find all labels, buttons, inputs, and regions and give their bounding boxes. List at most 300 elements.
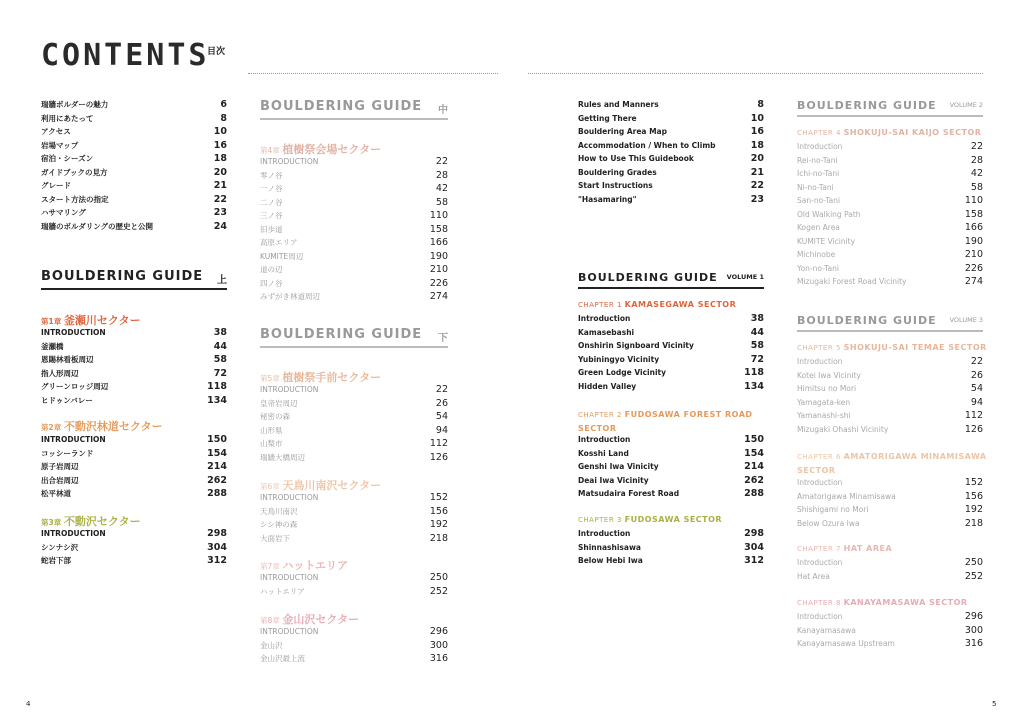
toc-entry: [260, 492, 448, 503]
toc-entry: [578, 381, 764, 392]
toc-entry-page: 58: [435, 196, 448, 208]
toc-entry-page: 21: [750, 166, 764, 178]
toc-entry-page: 300: [964, 624, 983, 636]
toc-entry: [260, 452, 448, 463]
toc-entry: [578, 528, 764, 539]
toc-entry-title: Mizugaki Ohashi Vicinity: [797, 424, 889, 434]
chapter-7-title: 第7章 ハットエリア: [260, 559, 348, 572]
toc-entry: [260, 398, 448, 409]
toc-entry-title: Green Lodge Vicinity: [578, 368, 666, 377]
toc-entry-page: 23: [213, 207, 227, 218]
toc-entry-page: 250: [964, 557, 983, 568]
toc-entry: [797, 638, 983, 649]
vol3-chapter-8-title: CHAPTER 8 KANAYAMASAWA SECTOR: [797, 598, 968, 607]
vol3-chapter-7-title: CHAPTER 7 HAT AREA: [797, 544, 893, 553]
toc-entry: [41, 207, 227, 218]
toc-entry: [797, 424, 983, 435]
toc-entry-title: ヒドゥンバレー: [41, 395, 93, 405]
toc-entry: [578, 180, 764, 191]
toc-entry-title: 山梨市: [260, 439, 283, 448]
toc-entry: [41, 354, 227, 365]
toc-entry: [797, 249, 983, 260]
toc-entry: [797, 383, 983, 394]
toc-entry-page: 26: [970, 369, 983, 381]
toc-entry-title: 三ノ谷: [260, 211, 283, 220]
toc-entry-page: 304: [744, 541, 764, 553]
toc-entry-page: 16: [213, 139, 227, 151]
toc-entry-title: 皇帝岩周辺: [260, 398, 298, 408]
toc-entry: [41, 341, 227, 352]
toc-entry-page: 190: [964, 235, 983, 247]
toc-entry-page: 6: [220, 99, 227, 110]
toc-entry: [578, 167, 764, 178]
toc-entry-page: 26: [435, 397, 448, 409]
toc-entry: [41, 395, 227, 406]
toc-entry-page: 262: [207, 474, 227, 486]
toc-entry-title: Shishigami no Mori: [797, 505, 869, 514]
toc-entry-page: 192: [429, 519, 448, 530]
toc-entry: [260, 586, 448, 597]
toc-entry: [797, 571, 983, 582]
toc-entry-page: 252: [429, 585, 448, 597]
toc-entry-title: 山形県: [260, 425, 283, 435]
toc-entry: [578, 354, 764, 365]
toc-entry: [260, 264, 448, 275]
toc-entry-page: 158: [964, 208, 983, 220]
toc-entry-page: 252: [964, 570, 983, 582]
toc-entry-title: 恩賜林看板周辺: [41, 355, 94, 364]
toc-entry-title: 指人形周辺: [41, 368, 79, 378]
toc-entry: [578, 475, 764, 486]
toc-entry: [41, 167, 227, 178]
toc-entry-page: 316: [964, 638, 983, 649]
toc-entry-title: 宿泊・シーズン: [41, 154, 94, 163]
toc-entry: [260, 237, 448, 248]
chapter-8-title: 第8章 金山沢セクター: [260, 613, 360, 626]
toc-entry: [797, 518, 983, 529]
toc-entry: [578, 448, 764, 459]
toc-entry: [578, 113, 764, 124]
toc-entry-title: INTRODUCTION: [260, 157, 319, 166]
toc-entry-page: 8: [757, 99, 764, 110]
toc-entry-title: 秘密の森: [260, 412, 290, 421]
toc-entry-title: 高原エリア: [260, 238, 298, 247]
toc-entry-page: 42: [970, 168, 983, 179]
toc-entry-title: KUMITE Vicinity: [797, 236, 856, 246]
toc-entry-page: 154: [207, 447, 227, 459]
toc-entry: [797, 410, 983, 421]
toc-entry: [41, 153, 227, 164]
toc-entry-title: Introduction: [797, 357, 843, 366]
toc-entry-title: INTRODUCTION: [41, 529, 106, 538]
toc-entry-title: 旧歩道: [260, 224, 283, 234]
chapter-5-title: 第5章 植樹祭手前セクター: [260, 371, 382, 384]
toc-entry-title: アクセス: [41, 127, 71, 136]
toc-entry: [578, 367, 764, 378]
toc-entry: [578, 126, 764, 137]
toc-entry: [260, 210, 448, 221]
toc-entry-title: シシ神の森: [260, 520, 298, 529]
toc-entry: [260, 626, 448, 637]
header-rule-left: [248, 73, 498, 74]
toc-entry-page: 152: [964, 477, 983, 488]
toc-entry-title: 蛇岩下部: [41, 556, 71, 565]
toc-entry-title: Amatorigawa Minamisawa: [797, 491, 896, 501]
toc-entry-page: 134: [207, 394, 227, 406]
toc-entry-page: 118: [744, 367, 764, 378]
toc-entry-title: Below Ozura Iwa: [797, 518, 860, 528]
toc-entry-title: Introduction: [797, 478, 843, 487]
toc-entry-page: 58: [750, 340, 764, 351]
chapter-2-title: 第2章 不動沢林道セクター: [41, 420, 163, 433]
toc-entry-page: 274: [429, 291, 448, 302]
toc-entry-page: 312: [207, 555, 227, 566]
toc-entry-page: 58: [970, 181, 983, 193]
toc-entry-page: 44: [213, 340, 227, 352]
toc-entry: [797, 209, 983, 220]
toc-entry-page: 110: [429, 210, 448, 221]
toc-entry: [797, 356, 983, 367]
page-number-right: 5: [992, 700, 997, 708]
toc-entry: [260, 291, 448, 302]
toc-entry: [797, 397, 983, 408]
toc-entry: [797, 477, 983, 488]
toc-entry-page: 210: [429, 264, 448, 275]
vol3-chapter-5-title: CHAPTER 5 SHOKUJU-SAI TEMAE SECTOR: [797, 343, 987, 352]
toc-entry-title: Shinnashisawa: [578, 542, 641, 552]
toc-entry-title: Yubiningyo Vicinity: [578, 354, 660, 364]
toc-entry-title: Introduction: [578, 314, 631, 323]
toc-entry-title: Introduction: [797, 558, 843, 567]
chapter-1-title: 第1章 釜瀬川セクター: [41, 314, 141, 327]
toc-entry-page: 192: [964, 504, 983, 515]
toc-entry: [260, 224, 448, 235]
toc-entry-title: INTRODUCTION: [260, 385, 319, 394]
toc-entry: [41, 555, 227, 566]
toc-entry-title: Introduction: [578, 435, 631, 444]
toc-entry-title: 道の辺: [260, 265, 283, 274]
toc-entry-title: 二ノ谷: [260, 197, 283, 207]
toc-entry: [260, 156, 448, 167]
vol2-chapter-4-title: CHAPTER 4 SHOKUJU-SAI KAIJO SECTOR: [797, 128, 982, 137]
toc-entry-title: San-no-Tani: [797, 196, 841, 205]
toc-entry-title: Kanayamasawa Upstream: [797, 639, 895, 648]
toc-entry-page: 10: [213, 126, 227, 137]
toc-entry: [578, 542, 764, 553]
vol2-heading: BOULDERING GUIDE VOLUME 2: [797, 99, 983, 117]
toc-entry: [260, 384, 448, 395]
toc-entry-title: 一ノ谷: [260, 184, 283, 193]
toc-entry-title: Getting There: [578, 113, 637, 123]
toc-entry-title: INTRODUCTION: [260, 627, 319, 636]
toc-entry-page: 58: [213, 354, 227, 365]
toc-entry-page: 20: [750, 153, 764, 164]
toc-entry: [41, 140, 227, 151]
toc-entry-page: 54: [435, 411, 448, 422]
toc-entry: [578, 555, 764, 566]
toc-entry-page: 154: [744, 447, 764, 459]
guide-naka-heading: BOULDERING GUIDE 中: [260, 99, 448, 120]
toc-entry: [41, 448, 227, 459]
toc-entry: [41, 180, 227, 191]
toc-entry-page: 296: [964, 611, 983, 622]
toc-entry-page: 152: [429, 492, 448, 503]
toc-entry-title: 金山沢: [260, 640, 283, 650]
page-number-left: 4: [26, 700, 31, 708]
toc-entry-title: Below Hebi Iwa: [578, 556, 643, 565]
vol3-heading: BOULDERING GUIDE VOLUME 3: [797, 314, 983, 332]
toc-entry-page: 22: [970, 356, 983, 367]
toc-entry: [797, 370, 983, 381]
toc-entry: [578, 488, 764, 499]
toc-entry: [41, 126, 227, 137]
toc-entry-page: 166: [964, 222, 983, 233]
toc-entry: [41, 368, 227, 379]
toc-entry: [260, 438, 448, 449]
toc-entry: [797, 276, 983, 287]
toc-entry: [41, 542, 227, 553]
chapter-3-title: 第3章 不動沢セクター: [41, 515, 141, 528]
toc-entry-page: 214: [744, 461, 764, 472]
toc-entry-page: 304: [207, 541, 227, 553]
toc-entry-page: 156: [964, 490, 983, 502]
toc-entry-title: Matsudaira Forest Road: [578, 489, 680, 498]
toc-entry-title: コッシーランド: [41, 448, 94, 458]
toc-entry: [578, 461, 764, 472]
toc-entry-page: 10: [750, 112, 764, 124]
vol1-heading: BOULDERING GUIDE VOLUME 1: [578, 271, 764, 289]
toc-entry-page: 316: [429, 653, 448, 664]
header-rule-right: [528, 73, 983, 74]
vol3-chapter-6-title: CHAPTER 6 AMATORIGAWA MINAMISAWA SECTOR: [797, 452, 987, 475]
vol1-chapter-1-title: CHAPTER 1 KAMASEGAWA SECTOR: [578, 300, 737, 309]
toc-entry-title: Kogen Area: [797, 223, 840, 232]
toc-entry-title: Accommodation / When to Climb: [578, 140, 716, 150]
toc-entry-title: 利用にあたって: [41, 113, 94, 123]
toc-entry-title: INTRODUCTION: [41, 328, 106, 337]
toc-entry: [260, 197, 448, 208]
toc-entry-title: How to Use This Guidebook: [578, 154, 694, 163]
toc-entry-page: 226: [429, 277, 448, 289]
toc-entry: [41, 528, 227, 539]
toc-entry-page: 38: [750, 313, 764, 324]
toc-entry-title: Kamasebashi: [578, 327, 635, 337]
toc-entry-page: 94: [970, 396, 983, 408]
toc-entry-title: ハサマリング: [41, 208, 86, 217]
toc-entry-title: 松平林道: [41, 489, 71, 498]
toc-entry-page: 22: [435, 156, 448, 167]
toc-entry: [578, 194, 764, 205]
toc-entry: [797, 625, 983, 636]
toc-entry: [260, 425, 448, 436]
guide-ge-heading: BOULDERING GUIDE 下: [260, 327, 448, 348]
toc-entry-page: 20: [213, 166, 227, 178]
toc-entry: [260, 170, 448, 181]
chapter-6-title: 第6章 天鳥川南沢セクター: [260, 479, 382, 492]
toc-entry: [260, 183, 448, 194]
toc-entry: [260, 640, 448, 651]
toc-entry-title: KUMITE周辺: [260, 251, 304, 261]
toc-entry-title: スタート方法の指定: [41, 194, 109, 204]
toc-entry: [797, 155, 983, 166]
toc-entry-page: 23: [750, 193, 764, 205]
toc-entry: [41, 99, 227, 110]
toc-entry-page: 24: [213, 220, 227, 232]
toc-entry-title: Mizugaki Forest Road Vicinity: [797, 277, 907, 286]
toc-entry: [797, 222, 983, 233]
toc-entry-page: 312: [744, 555, 764, 566]
toc-entry-page: 158: [429, 223, 448, 235]
toc-entry-title: 岩場マップ: [41, 140, 79, 150]
toc-entry-page: 18: [213, 153, 227, 164]
toc-entry-title: Himitsu no Mori: [797, 384, 857, 393]
toc-entry-title: Kosshi Land: [578, 448, 629, 458]
toc-entry-page: 126: [964, 423, 983, 435]
toc-entry-title: ハットエリア: [260, 586, 305, 596]
toc-entry-title: Rei-no-Tani: [797, 155, 838, 165]
toc-entry-page: 72: [213, 367, 227, 379]
toc-entry-title: 出合岩周辺: [41, 475, 79, 485]
toc-entry-page: 22: [750, 180, 764, 191]
toc-entry-page: 22: [970, 141, 983, 152]
toc-entry-page: 110: [964, 195, 983, 206]
toc-entry-page: 150: [744, 434, 764, 445]
toc-entry-page: 288: [744, 488, 764, 499]
toc-entry-page: 298: [744, 528, 764, 539]
toc-entry-page: 38: [213, 327, 227, 338]
toc-entry-page: 214: [207, 461, 227, 472]
toc-entry-title: 瑞牆のボルダリングの歴史と公開: [41, 221, 154, 231]
toc-entry-page: 44: [750, 326, 764, 338]
toc-entry: [41, 194, 227, 205]
toc-entry: [797, 491, 983, 502]
toc-entry-page: 250: [429, 572, 448, 583]
toc-entry-title: 天鳥川南沢: [260, 506, 298, 516]
toc-entry-page: 72: [750, 353, 764, 365]
toc-entry-title: Introduction: [578, 529, 631, 538]
toc-entry-title: 零ノ谷: [260, 170, 283, 180]
toc-entry-title: Yamanashi-shi: [797, 411, 851, 420]
toc-entry-page: 94: [435, 424, 448, 436]
toc-entry-title: Introduction: [797, 612, 843, 621]
page-title: CONTENTS: [41, 38, 210, 73]
toc-entry-page: 112: [429, 438, 448, 449]
toc-entry: [41, 381, 227, 392]
toc-entry-title: 原子岩周辺: [41, 462, 79, 471]
vol1-chapter-3-title: CHAPTER 3 FUDOSAWA SECTOR: [578, 515, 723, 524]
toc-entry-title: Deai Iwa Vicinity: [578, 475, 649, 485]
toc-entry: [578, 153, 764, 164]
toc-entry: [578, 313, 764, 324]
toc-entry-page: 300: [429, 639, 448, 651]
toc-entry-page: 156: [429, 505, 448, 517]
toc-entry-page: 118: [207, 381, 227, 392]
toc-entry: [578, 327, 764, 338]
toc-entry-page: 296: [429, 626, 448, 637]
toc-entry-page: 8: [220, 112, 227, 124]
toc-entry: [797, 504, 983, 515]
toc-entry-title: Michinobe: [797, 250, 836, 259]
toc-entry-page: 218: [429, 532, 448, 544]
toc-entry: [797, 168, 983, 179]
guide-jou-heading: BOULDERING GUIDE 上: [41, 269, 227, 290]
toc-entry-page: 298: [207, 528, 227, 539]
toc-entry-page: 22: [213, 193, 227, 205]
toc-entry-title: グリーンロッジ周辺: [41, 382, 109, 391]
toc-entry: [41, 221, 227, 232]
toc-entry-title: Kanayamasawa: [797, 625, 856, 635]
toc-entry-title: Yamagata-ken: [797, 397, 851, 407]
toc-entry-page: 226: [964, 262, 983, 274]
toc-entry: [41, 475, 227, 486]
toc-entry-page: 166: [429, 237, 448, 248]
toc-entry-title: Bouldering Area Map: [578, 127, 667, 136]
toc-entry-title: Kotei Iwa Vicinity: [797, 370, 861, 380]
toc-entry-title: 金山沢最上流: [260, 654, 305, 663]
toc-entry-page: 28: [435, 169, 448, 181]
toc-entry-title: Hidden Valley: [578, 381, 637, 391]
toc-entry-page: 126: [429, 451, 448, 463]
toc-entry-title: 大面岩下: [260, 533, 290, 543]
toc-entry-page: 134: [744, 380, 764, 392]
toc-entry: [797, 263, 983, 274]
toc-entry-page: 210: [964, 249, 983, 260]
toc-entry-page: 42: [435, 183, 448, 194]
toc-entry: [797, 557, 983, 568]
toc-entry-title: Ichi-no-Tani: [797, 169, 840, 178]
toc-entry: [797, 141, 983, 152]
toc-entry-page: 288: [207, 488, 227, 499]
toc-entry-title: Genshi Iwa Vinicity: [578, 462, 659, 471]
toc-entry-title: Yon-no-Tani: [797, 263, 839, 273]
toc-entry: [41, 113, 227, 124]
toc-entry-page: 16: [750, 126, 764, 137]
toc-entry-title: Rules and Manners: [578, 100, 659, 109]
toc-entry-title: 瑞牆大橋周辺: [260, 452, 305, 462]
toc-entry-title: 釜瀬橋: [41, 341, 64, 351]
toc-entry-title: Ni-no-Tani: [797, 182, 834, 192]
toc-entry-title: シンナシ沢: [41, 542, 79, 552]
toc-entry-page: 22: [435, 384, 448, 395]
toc-entry-title: Onshirin Signboard Vicinity: [578, 341, 694, 350]
toc-entry: [578, 99, 764, 110]
toc-entry-title: グレード: [41, 181, 71, 190]
vol1-chapter-2-title: CHAPTER 2 FUDOSAWA FOREST ROAD SECTOR: [578, 410, 753, 433]
toc-entry: [41, 461, 227, 472]
toc-entry: [260, 533, 448, 544]
toc-entry-page: 150: [207, 434, 227, 445]
toc-entry-page: 262: [744, 474, 764, 486]
toc-entry: [260, 506, 448, 517]
toc-entry-page: 18: [750, 139, 764, 151]
toc-entry-title: 四ノ谷: [260, 278, 283, 288]
toc-entry-page: 274: [964, 276, 983, 287]
toc-entry-title: Hat Area: [797, 571, 830, 581]
page-subtitle: 目次: [207, 47, 226, 57]
toc-entry: [260, 251, 448, 262]
toc-entry: [260, 519, 448, 530]
toc-entry: [797, 236, 983, 247]
toc-entry: [41, 327, 227, 338]
toc-entry: [578, 340, 764, 351]
toc-entry: [797, 195, 983, 206]
toc-entry-page: 28: [970, 154, 983, 166]
toc-entry-title: Start Instructions: [578, 181, 653, 190]
toc-entry-title: INTRODUCTION: [260, 573, 319, 582]
toc-entry-title: Bouldering Grades: [578, 167, 657, 177]
toc-entry-page: 112: [964, 410, 983, 421]
toc-entry-page: 54: [970, 383, 983, 394]
